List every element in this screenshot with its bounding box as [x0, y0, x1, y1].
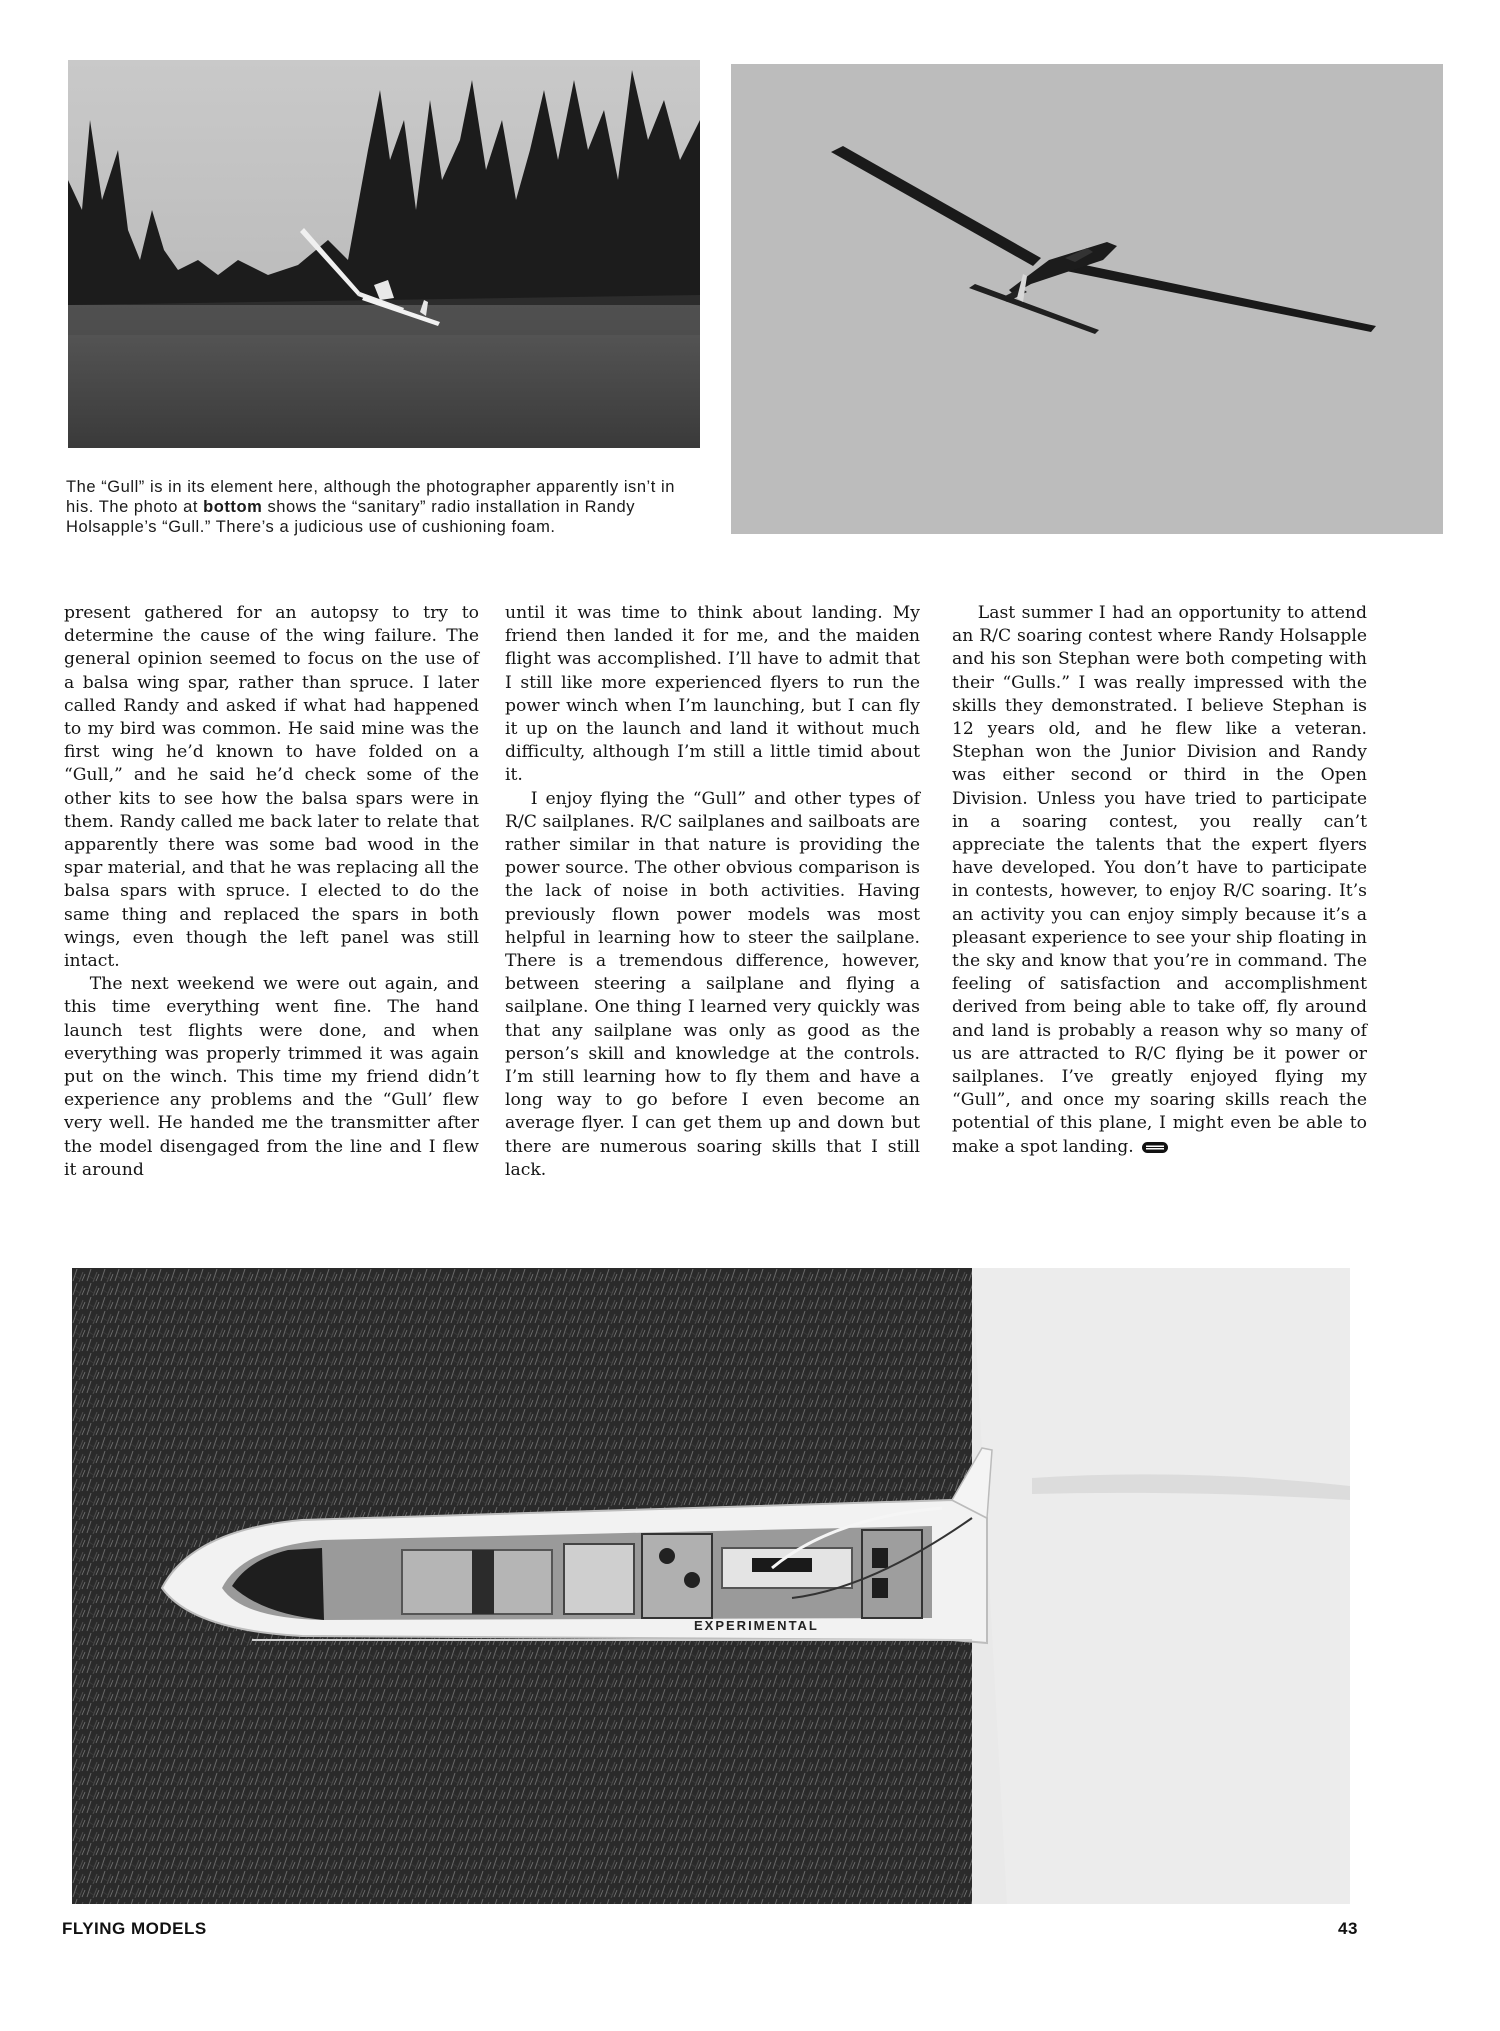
- photo-sailplane-in-flight-image: [731, 64, 1443, 534]
- col3-paragraph-1-text: Last summer I had an opportunity to attend an R/C soaring contest where Randy Holsapple and his son Stephan were both competing with their “Gulls.” I was really impressed with the skills they demonstrated. I believe Stephan is 12 years old, and he flew like a veteran. Stephan won the Junior Division and Randy was either second or third in the Open Division. Unless you have tried to participate in a soaring contest, you really can’t appreciate the talents that the expert flyers have developed. You don’t have to participate in contests, however, to enjoy R/C soaring. It’s an activity you can enjoy simply because it’s a pleasant experience to see your ship floating in the sky and know that you’re in command. The feeling of satisfaction and accomplishment derived from being able to take off, fly around and land is probably a reason why so many of us are attracted to R/C flying be it power or sailplanes. I’ve greatly enjoyed flying my “Gull”, and once my soaring skills reach the potential of this plane, I might even be able to make a spot landing.: [952, 603, 1367, 1157]
- photo-sailplane-in-flight: [731, 64, 1443, 534]
- col2-paragraph-2: I enjoy flying the “Gull” and other types of R/C sailplanes. R/C sailplanes and sailboats are rather similar in that nature is providing the power source. The other obvious comparison is the lack of noise in both activities. Having previously flown power models was most helpful in learning how to steer the sailplane. There is a tremendous difference, however, between steering a sailplane and flying a sailplane. One thing I learned very quickly was that any sailplane was only as good as the person’s skill and knowledge at the controls. I’m still learning how to fly them and have a long way to go before I even become an average flyer. I can get them up and down but there are numerous soaring skills that I still lack.: [505, 788, 920, 1180]
- article-column-1: [64, 602, 479, 1182]
- article-column-3: [952, 602, 1367, 1159]
- caption-bold-word: bottom: [203, 498, 263, 516]
- photo-radio-installation-image: [72, 1268, 1350, 1904]
- photo-glider-landing-image: [68, 60, 700, 448]
- article-column-2: [505, 602, 920, 1182]
- photo-glider-landing: [68, 60, 700, 448]
- col1-paragraph-1: present gathered for an autopsy to try to determine the cause of the wing failure. The general opinion seemed to focus on the use of a balsa wing spar, rather than spruce. I later called Randy and asked if what had happened to my bird was common. He said mine was the first wing he’d known to have folded on a “Gull,” and he said he’d check some of the other kits to see how the balsa spars were in them. Randy called me back later to relate that apparently there was some bad wood in the spar material, and that he was replacing all the balsa spars with spruce. I elected to do the same thing and replaced the spars in both wings, even though the left panel was still intact.: [64, 603, 479, 972]
- caption-text-2: shows the “sanitary” radio installation in Randy Holsapple’s “Gull.” There’s a judicious use of cushioning foam.: [66, 498, 636, 536]
- footer-magazine-name: FLYING MODELS: [62, 1919, 207, 1938]
- photo-radio-installation: [72, 1268, 1350, 1904]
- col1-paragraph-2: The next weekend we were out again, and this time everything went fine. The hand launch test flights were done, and when everything was properly trimmed it was again put on the winch. This time my friend didn’t experience any problems and the “Gull’ flew very well. He handed me the transmitter after the model disengaged from the line and I flew it around: [64, 974, 479, 1180]
- col3-paragraph-1: [952, 602, 1367, 1159]
- photo-caption: [66, 477, 706, 537]
- fuselage-lettering: EXPERIMENTAL: [694, 1618, 819, 1633]
- col2-paragraph-1: until it was time to think about landing. My friend then landed it for me, and the maiden flight was accomplished. I’ll have to admit that I still like more experienced flyers to run the power winch when I’m launching, but I can fly it up on the launch and land it without much difficulty, although I’m still a little timid about it.: [505, 603, 920, 786]
- caption-text-1: The “Gull” is in its element here, although the photographer apparently isn’t in his. The photo at: [66, 478, 675, 516]
- end-mark-icon: [1142, 1142, 1168, 1153]
- footer-page-number: 43: [1338, 1919, 1358, 1938]
